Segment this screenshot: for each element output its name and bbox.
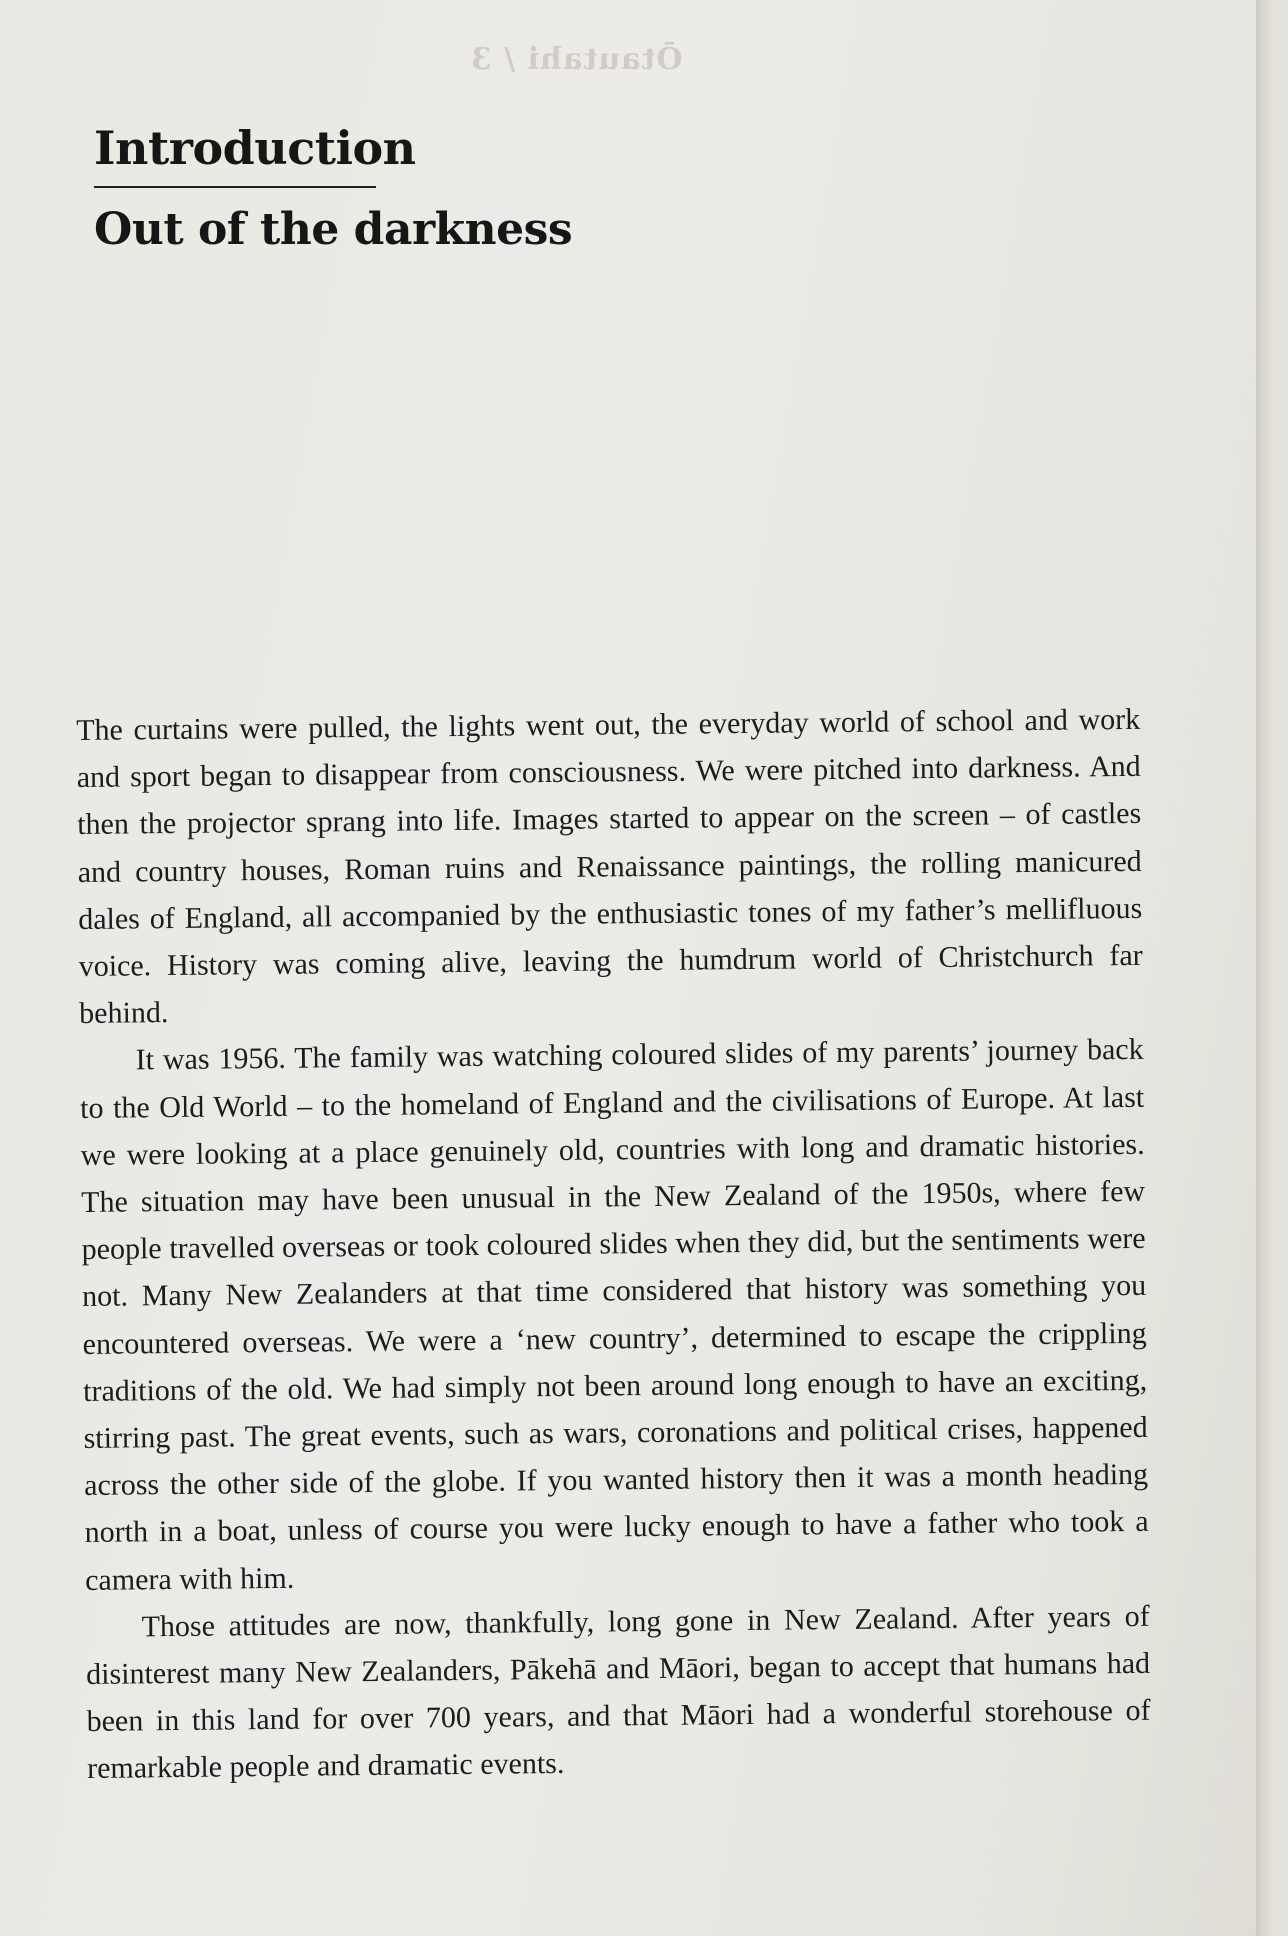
heading-rule <box>94 186 376 188</box>
body-text <box>76 696 1151 1793</box>
chapter-label: Introduction <box>94 121 416 175</box>
paragraph-1: The curtains were pulled, the lights went out, the everyday world of school and work and sport began to disappear from consciousness. We were pitched into darkness. And then the projector sprang into life. Images started to appear on the screen – of castles and country houses, Roman ruins and Renaissance paintings, the rolling manicured dales of England, all accompanied by the enthusiastic tones of my father’s mellifluous voice. History was coming alive, leaving the humdrum world of Christchurch far behind. <box>76 702 1143 1031</box>
running-head-bleedthrough: Ōtautahi / 3 <box>470 42 683 77</box>
paragraph-2: It was 1956. The family was watching coloured slides of my parents’ journey back to the Old World – to the homeland of England and the civilisations of Europe. At last we were looking at a place genuinely old, countries with long and dramatic histories. The situation may have been unusual in the New Zealand of the 1950s, where few people travelled overseas or took coloured slides when they did, but the sentiments were not. Many New Zealanders at that time considered that history was something you encountered overseas. We were a ‘new country’, determined to escape the crippling traditions of the old. We had simply not been around long enough to have an exciting, stirring past. The great events, such as wars, coronations and political crises, happened across the other side of the globe. If you wanted history then it was a month heading north in a boat, unless of course you were lucky enough to have a father who took a camera with him. <box>80 1033 1149 1597</box>
chapter-title: Out of the darkness <box>94 204 573 255</box>
page-edge <box>1256 0 1272 1936</box>
chapter-header <box>94 118 594 260</box>
paragraph-3: Those attitudes are now, thankfully, long gone in New Zealand. After years of disinterest many New Zealanders, Pākehā and Māori, began to accept that humans had been in this land for over 700 years, and that Māori had a wonderful storehouse of remarkable people and dramatic events. <box>85 1599 1151 1786</box>
